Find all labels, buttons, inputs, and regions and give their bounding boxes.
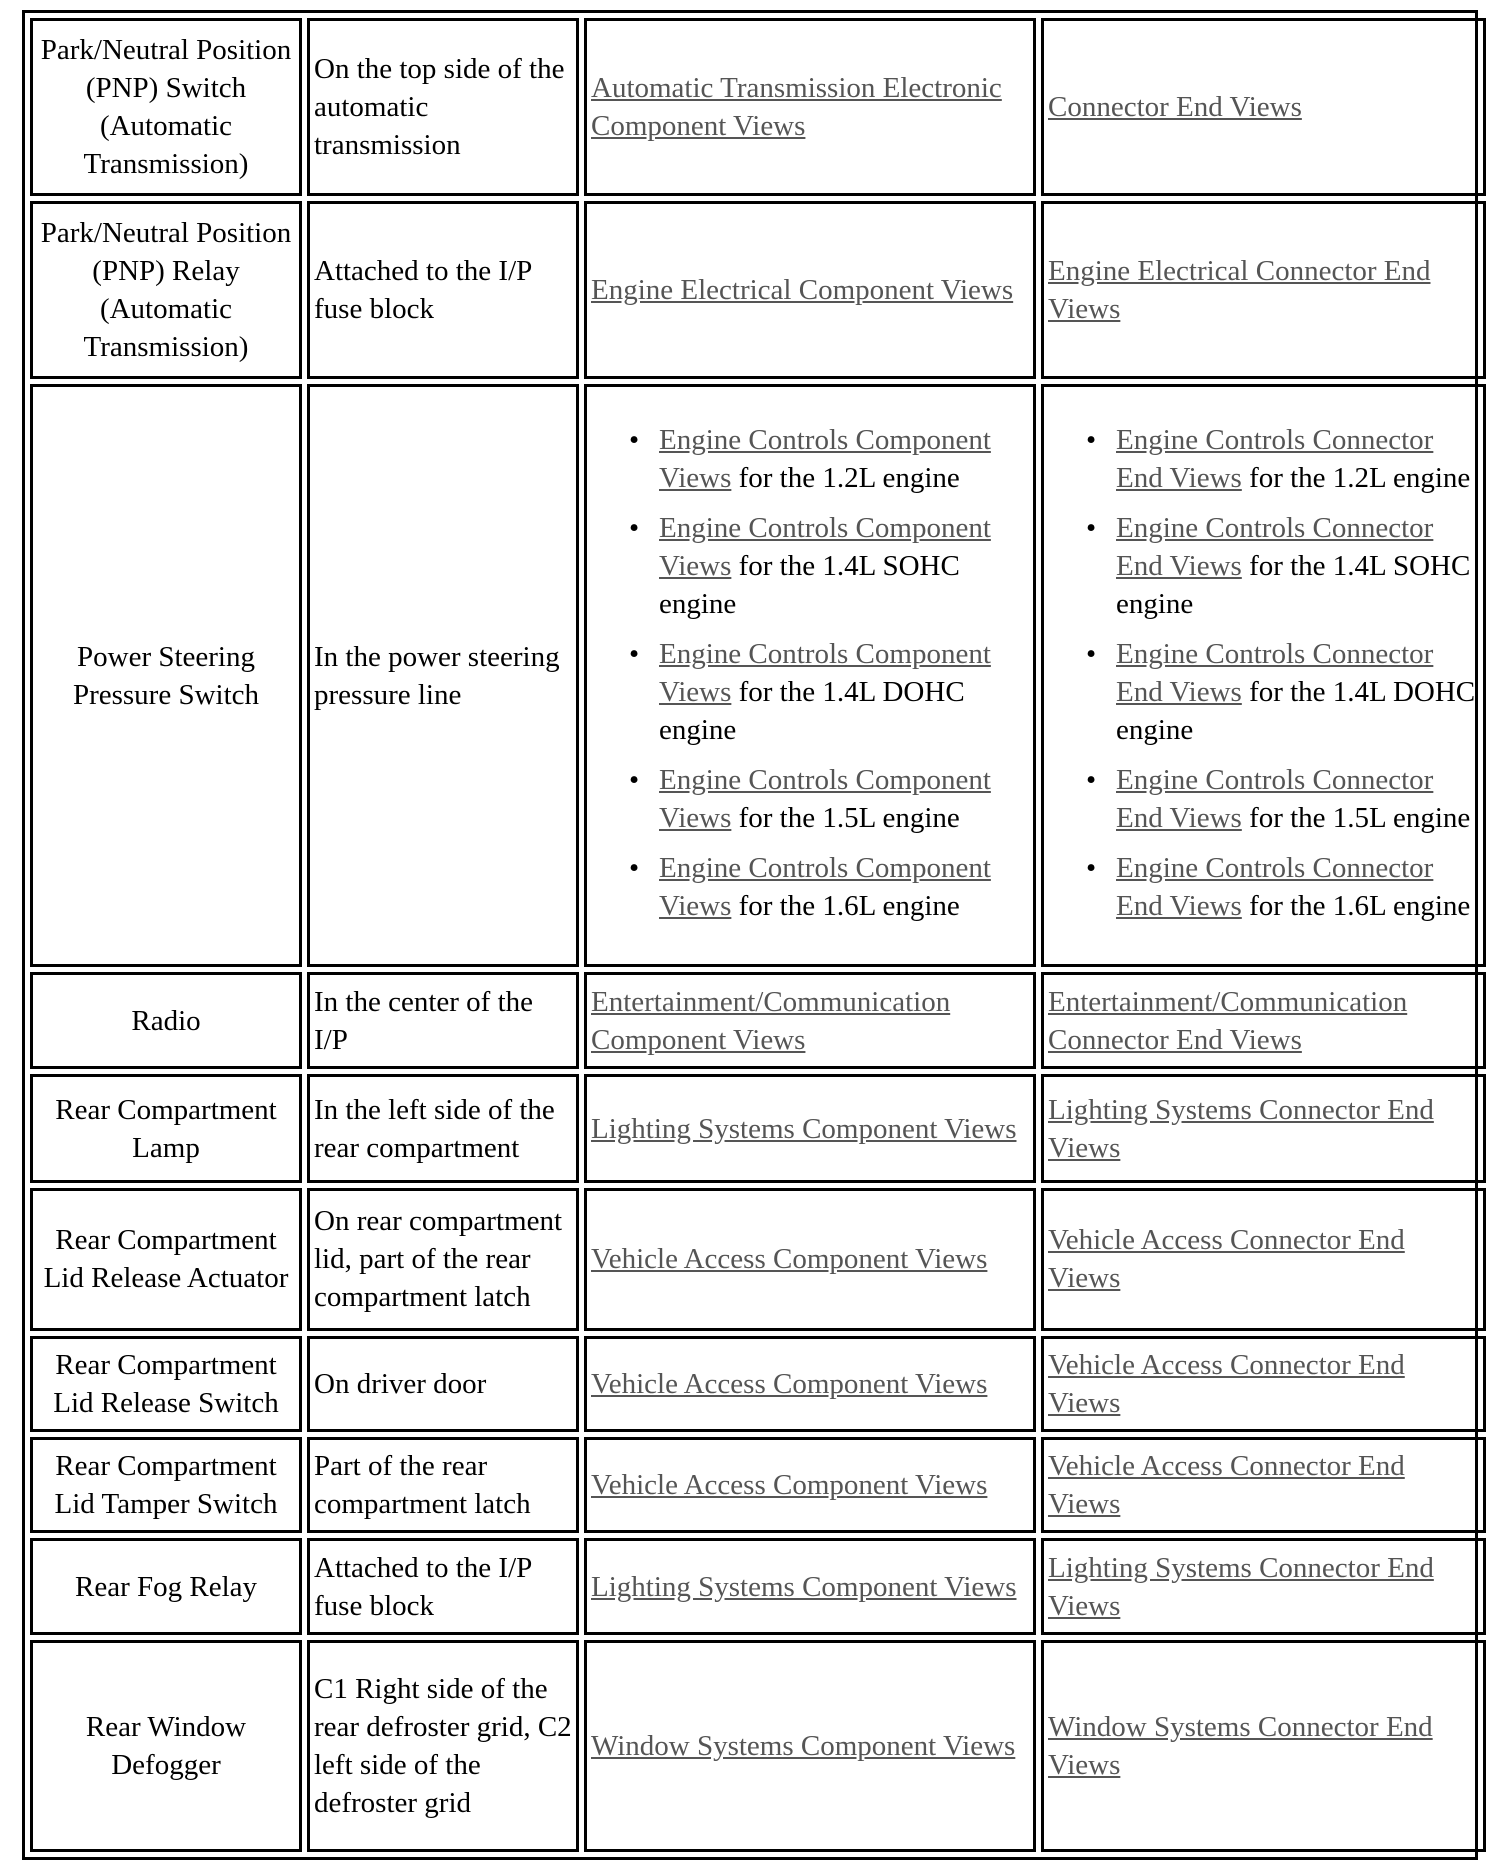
connector-views-cell: [1041, 1538, 1486, 1634]
table-row: [30, 201, 1486, 379]
component-views-cell: [584, 1538, 1036, 1634]
list-item: [1116, 761, 1479, 837]
engine-note: for the 1.4L SOHC engine: [659, 549, 960, 620]
engine-note: for the 1.5L engine: [731, 801, 960, 834]
table-row: [30, 384, 1486, 968]
location-cell: In the center of the I/P: [307, 972, 579, 1068]
list-item: [659, 421, 1029, 497]
component-cell: Park/Neutral Position (PNP) Relay (Automatic Transmission): [30, 201, 302, 379]
component-cell: Rear Compartment Lid Release Actuator: [30, 1188, 302, 1330]
component-cell: Rear Compartment Lid Release Switch: [30, 1336, 302, 1432]
list-item: [1116, 421, 1479, 497]
component-cell: Radio: [30, 972, 302, 1068]
connector-views-link[interactable]: Engine Controls Connector End Views: [1116, 511, 1434, 582]
list-item: [659, 509, 1029, 623]
component-views-link[interactable]: Entertainment/Communication Component Views: [591, 985, 951, 1056]
connector-views-link[interactable]: Lighting Systems Connector End Views: [1048, 1551, 1434, 1622]
table-row: [30, 1538, 1486, 1634]
component-views-link[interactable]: Engine Controls Component Views: [659, 423, 991, 494]
component-views-cell: [584, 384, 1036, 968]
component-views-cell: [584, 1640, 1036, 1852]
location-cell: C1 Right side of the rear defroster grid, C2 left side of the defroster grid: [307, 1640, 579, 1852]
table-row: [30, 972, 1486, 1068]
engine-note: for the 1.4L SOHC engine: [1116, 549, 1471, 620]
table-row: [30, 1640, 1486, 1852]
component-locator-table-frame: [22, 10, 1478, 1860]
connector-views-link[interactable]: Vehicle Access Connector End Views: [1048, 1224, 1405, 1295]
component-views-cell: [584, 1336, 1036, 1432]
engine-note: for the 1.4L DOHC engine: [659, 675, 965, 746]
component-views-link[interactable]: Vehicle Access Component Views: [591, 1469, 988, 1502]
component-views-cell: [584, 1437, 1036, 1533]
engine-note: for the 1.4L DOHC engine: [1116, 675, 1476, 746]
connector-views-link[interactable]: Connector End Views: [1048, 90, 1302, 123]
component-views-link[interactable]: Automatic Transmission Electronic Component Views: [591, 71, 1002, 142]
connector-views-link[interactable]: Engine Controls Connector End Views: [1116, 763, 1434, 834]
connector-views-cell: [1041, 1437, 1486, 1533]
table-row: [30, 1437, 1486, 1533]
component-views-cell: [584, 18, 1036, 196]
component-views-cell: [584, 201, 1036, 379]
component-cell: Power Steering Pressure Switch: [30, 384, 302, 968]
connector-views-cell: [1041, 1188, 1486, 1330]
connector-views-cell: [1041, 1640, 1486, 1852]
component-locator-table: [25, 13, 1491, 1857]
location-cell: Attached to the I/P fuse block: [307, 201, 579, 379]
engine-note: for the 1.6L engine: [731, 889, 960, 922]
location-cell: In the power steering pressure line: [307, 384, 579, 968]
engine-note: for the 1.5L engine: [1241, 801, 1471, 834]
connector-views-cell: [1041, 1336, 1486, 1432]
location-cell: In the left side of the rear compartment: [307, 1074, 579, 1183]
component-cell: Rear Compartment Lamp: [30, 1074, 302, 1183]
list-item: [659, 761, 1029, 837]
component-views-link[interactable]: Engine Controls Component Views: [659, 511, 991, 582]
engine-note: for the 1.6L engine: [1241, 889, 1471, 922]
connector-views-link[interactable]: Engine Controls Connector End Views: [1116, 851, 1434, 922]
component-views-cell: [584, 1188, 1036, 1330]
component-views-link[interactable]: Vehicle Access Component Views: [591, 1243, 988, 1276]
connector-views-list: [1048, 421, 1479, 925]
table-row: [30, 1188, 1486, 1330]
component-views-link[interactable]: Engine Controls Component Views: [659, 637, 991, 708]
list-item: [1116, 849, 1479, 925]
list-item: [1116, 635, 1479, 749]
component-cell: Park/Neutral Position (PNP) Switch (Automatic Transmission): [30, 18, 302, 196]
connector-views-link[interactable]: Engine Controls Connector End Views: [1116, 423, 1434, 494]
list-item: [1116, 509, 1479, 623]
connector-views-link[interactable]: Lighting Systems Connector End Views: [1048, 1093, 1434, 1164]
component-views-link[interactable]: Window Systems Component Views: [591, 1729, 1016, 1762]
component-views-cell: [584, 1074, 1036, 1183]
engine-note: for the 1.2L engine: [731, 461, 960, 494]
list-item: [659, 635, 1029, 749]
location-cell: On rear compartment lid, part of the rear compartment latch: [307, 1188, 579, 1330]
connector-views-link[interactable]: Entertainment/Communication Connector End Views: [1048, 985, 1408, 1056]
connector-views-cell: [1041, 201, 1486, 379]
component-views-cell: [584, 972, 1036, 1068]
engine-note: for the 1.2L engine: [1241, 461, 1471, 494]
connector-views-cell: [1041, 384, 1486, 968]
connector-views-cell: [1041, 18, 1486, 196]
component-cell: Rear Fog Relay: [30, 1538, 302, 1634]
connector-views-cell: [1041, 972, 1486, 1068]
connector-views-link[interactable]: Vehicle Access Connector End Views: [1048, 1450, 1405, 1521]
connector-views-link[interactable]: Engine Electrical Connector End Views: [1048, 254, 1431, 325]
location-cell: On driver door: [307, 1336, 579, 1432]
component-views-link[interactable]: Engine Electrical Component Views: [591, 273, 1014, 306]
connector-views-link[interactable]: Vehicle Access Connector End Views: [1048, 1348, 1405, 1419]
connector-views-link[interactable]: Window Systems Connector End Views: [1048, 1710, 1433, 1781]
component-views-link[interactable]: Lighting Systems Component Views: [591, 1112, 1017, 1145]
list-item: [659, 849, 1029, 925]
location-cell: Attached to the I/P fuse block: [307, 1538, 579, 1634]
component-cell: Rear Compartment Lid Tamper Switch: [30, 1437, 302, 1533]
component-views-link[interactable]: Lighting Systems Component Views: [591, 1570, 1017, 1603]
component-cell: Rear Window Defogger: [30, 1640, 302, 1852]
table-row: [30, 1336, 1486, 1432]
table-row: [30, 1074, 1486, 1183]
component-views-link[interactable]: Engine Controls Component Views: [659, 851, 991, 922]
connector-views-link[interactable]: Engine Controls Connector End Views: [1116, 637, 1434, 708]
component-views-link[interactable]: Vehicle Access Component Views: [591, 1367, 988, 1400]
location-cell: Part of the rear compartment latch: [307, 1437, 579, 1533]
component-views-list: [591, 421, 1029, 925]
table-row: [30, 18, 1486, 196]
connector-views-cell: [1041, 1074, 1486, 1183]
component-views-link[interactable]: Engine Controls Component Views: [659, 763, 991, 834]
location-cell: On the top side of the automatic transmission: [307, 18, 579, 196]
